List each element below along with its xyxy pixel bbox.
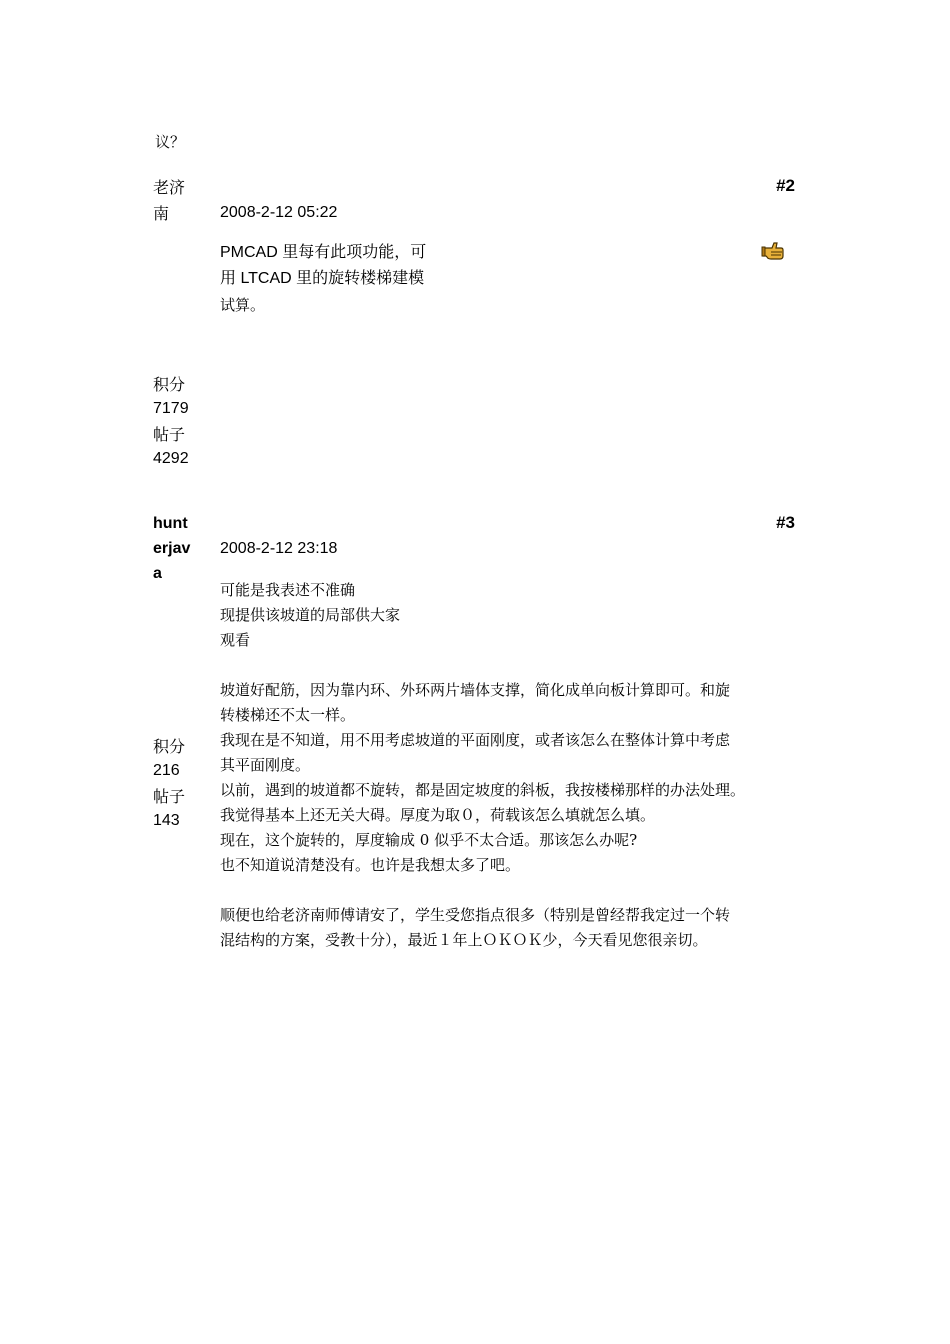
author-name-line: a [153, 565, 162, 582]
points-value: 216 [153, 762, 180, 779]
user-stats [153, 373, 189, 471]
post-number[interactable]: #3 [776, 513, 795, 532]
points-label: 积分 [153, 375, 186, 394]
author-name-line: 南 [153, 204, 170, 223]
body-line: 以前，遇到的坡道都不旋转，都是固定坡度的斜板，我按楼梯那样的办法处理。 [220, 781, 746, 799]
body-line: 现在，这个旋转的，厚度输成 0 似乎不太合适。那该怎么办呢? [220, 831, 638, 849]
posts-value: 143 [153, 812, 180, 829]
body-line: 顺便也给老济南师傅请安了，学生受您指点很多（特别是曾经帮我定过一个转 [220, 906, 731, 924]
body-line: 可能是我表述不准确 [220, 581, 356, 599]
post-body [220, 240, 426, 318]
post-date: 2008-2-12 05:22 [220, 204, 338, 221]
hand-pointing-icon[interactable] [761, 241, 785, 263]
author-name[interactable] [153, 511, 190, 586]
body-line: 其平面刚度。 [220, 756, 311, 774]
author-name-line: 老济 [153, 178, 186, 197]
user-stats [153, 735, 185, 833]
text-fragment: 议？ [155, 133, 186, 151]
posts-value: 4292 [153, 450, 189, 467]
author-name[interactable] [153, 175, 185, 227]
points-label: 积分 [153, 737, 186, 756]
body-line: 转楼梯还不太一样。 [220, 706, 356, 724]
post-body [220, 578, 745, 953]
body-line: 我觉得基本上还无关大碍。厚度为取０，荷载该怎么填就怎么填。 [220, 806, 656, 824]
post-number[interactable]: #2 [776, 176, 795, 195]
points-value: 7179 [153, 400, 189, 417]
body-line: 坡道好配筋，因为靠内环、外环两片墙体支撑，简化成单向板计算即可。和旋 [220, 681, 731, 699]
author-name-line: erjav [153, 540, 191, 557]
posts-label: 帖子 [153, 425, 186, 444]
post-date: 2008-2-12 23:18 [220, 540, 338, 557]
body-line: 我现在是不知道，用不用考虑坡道的平面刚度，或者该怎么在整体计算中考虑 [220, 731, 731, 749]
body-line: 用 LTCAD 里的旋转楼梯建模 [220, 270, 425, 287]
body-line: 现提供该坡道的局部供大家 [220, 606, 401, 624]
body-line: 也不知道说清楚没有。也许是我想太多了吧。 [220, 856, 521, 874]
author-name-line: hunt [153, 515, 188, 532]
body-line: 混结构的方案，受教十分），最近１年上ＯＫＯＫ少，今天看见您很亲切。 [220, 931, 708, 949]
body-line: 试算。 [220, 296, 266, 314]
posts-label: 帖子 [153, 787, 186, 806]
body-line: PMCAD 里每有此项功能，可 [220, 244, 427, 261]
body-line: 观看 [220, 631, 251, 649]
